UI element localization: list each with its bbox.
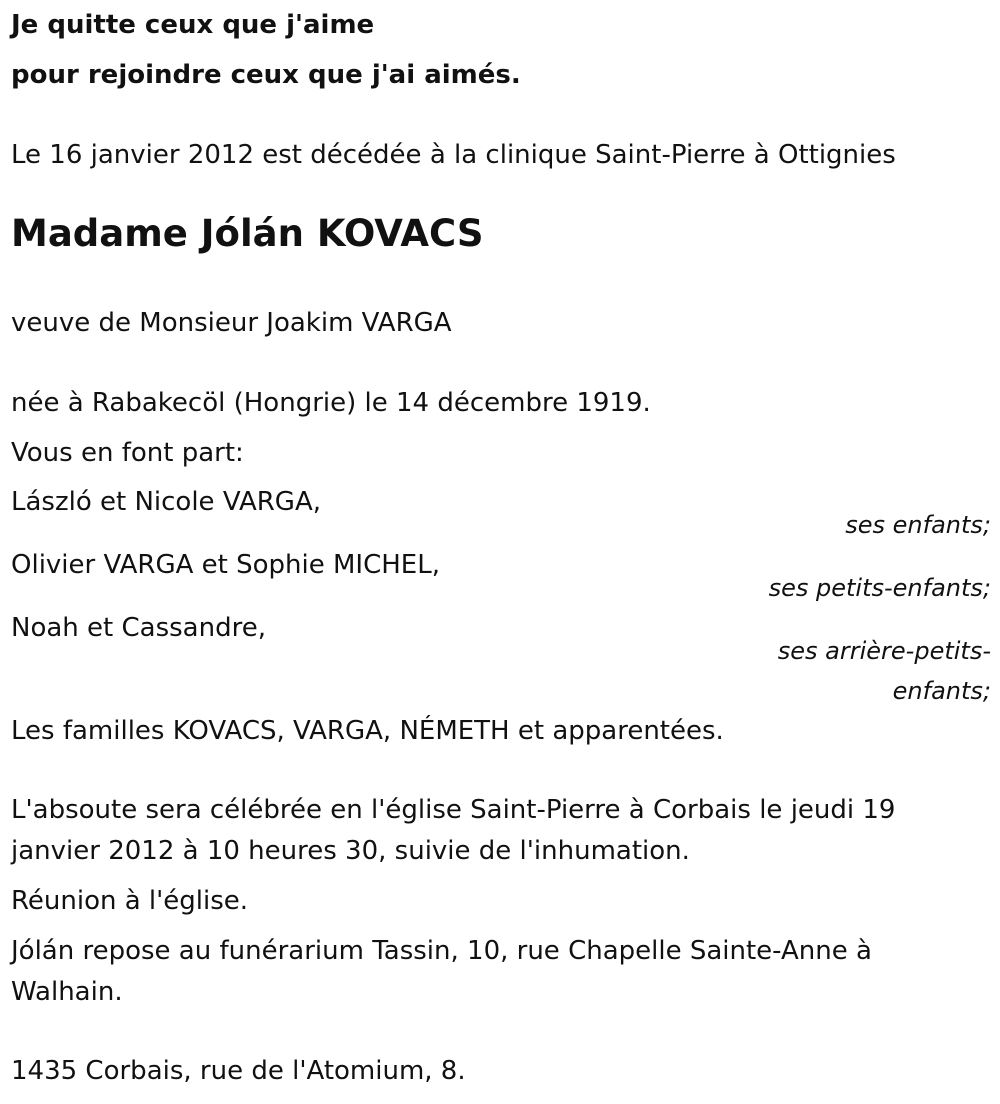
announce-intro: Vous en font part:	[11, 438, 244, 468]
meeting-info: Réunion à l'église.	[11, 886, 249, 916]
verse-line-1: Je quitte ceux que j'aime	[11, 10, 375, 40]
family-greatgrandchildren-role-2: enfants;	[892, 677, 991, 705]
verse-line-2: pour rejoindre ceux que j'ai aimés.	[11, 60, 521, 90]
ceremony-line-1: L'absoute sera célébrée en l'église Saint-Pierre à Corbais le jeudi 19	[11, 795, 896, 825]
ceremony-line-2: janvier 2012 à 10 heures 30, suivie de l'inhumation.	[11, 836, 690, 866]
widow-of: veuve de Monsieur Joakim VARGA	[11, 308, 452, 338]
rest-line-1: Jólán repose au funérarium Tassin, 10, rue Chapelle Sainte-Anne à	[11, 936, 872, 966]
family-grandchildren-role: ses petits-enfants;	[768, 574, 991, 602]
rest-line-2: Walhain.	[11, 977, 123, 1007]
deceased-name: Madame Jólán KOVACS	[11, 212, 484, 255]
family-children-names: László et Nicole VARGA,	[11, 487, 321, 517]
family-greatgrandchildren-names: Noah et Cassandre,	[11, 613, 266, 643]
home-address: 1435 Corbais, rue de l'Atomium, 8.	[11, 1056, 466, 1086]
family-children-role: ses enfants;	[845, 511, 991, 539]
extended-families: Les familles KOVACS, VARGA, NÉMETH et apparentées.	[11, 716, 724, 746]
death-announcement: Le 16 janvier 2012 est décédée à la clinique Saint-Pierre à Ottignies	[11, 140, 896, 170]
birth-info: née à Rabakecöl (Hongrie) le 14 décembre 1919.	[11, 388, 651, 418]
family-greatgrandchildren-role-1: ses arrière-petits-	[777, 637, 991, 665]
family-grandchildren-names: Olivier VARGA et Sophie MICHEL,	[11, 550, 440, 580]
